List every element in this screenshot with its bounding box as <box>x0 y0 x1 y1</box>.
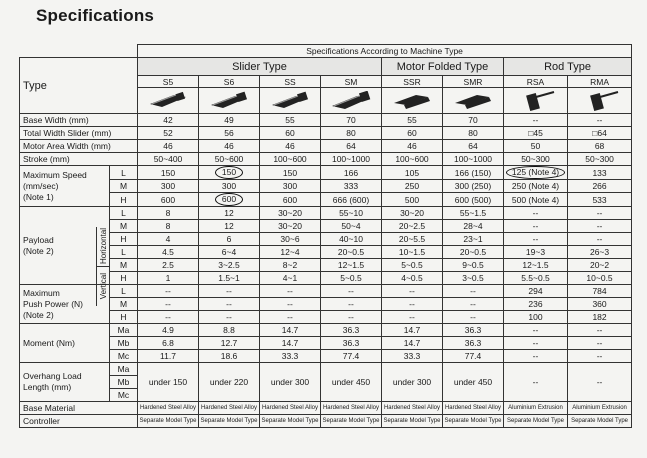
table-cell: 4~0.5 <box>382 272 443 285</box>
group-motor-folded-type: Motor Folded Type <box>382 58 504 76</box>
payload-vertical-tag <box>96 266 109 306</box>
table-cell: -- <box>504 350 568 363</box>
table-cell: 5~0.5 <box>382 259 443 272</box>
table-cell: under 450 <box>321 363 382 402</box>
table-cell: 333 <box>321 180 382 193</box>
row-label: Stroke (mm) <box>20 153 138 166</box>
max-speed-label-line: Maximum Speed <box>23 169 87 180</box>
table-cell: 12~4 <box>260 246 321 259</box>
group-slider-type: Slider Type <box>138 58 382 76</box>
circled-value: 600 <box>215 193 243 206</box>
table-cell: 500 (Note 4) <box>504 193 568 207</box>
table-cell: 18.6 <box>199 350 260 363</box>
table-cell: -- <box>382 285 443 298</box>
table-cell: 4.5 <box>138 246 199 259</box>
table-cell: Separate Model Type <box>382 415 443 428</box>
table-cell: 36.3 <box>321 337 382 350</box>
table-cell: 68 <box>568 140 632 153</box>
table-cell: -- <box>568 207 632 220</box>
table-cell: -- <box>568 324 632 337</box>
model-name: S6 <box>199 76 260 88</box>
table-cell <box>199 193 260 207</box>
sub-key: Mb <box>110 337 138 350</box>
model-name: S5 <box>138 76 199 88</box>
table-cell: 33.3 <box>382 350 443 363</box>
table-cell: -- <box>504 114 568 127</box>
table-cell: 55 <box>260 114 321 127</box>
table-cell: 533 <box>568 193 632 207</box>
table-cell: Hardened Steel Alloy <box>260 402 321 415</box>
row-label: Total Width Slider (mm) <box>20 127 138 140</box>
row-label: Controller <box>20 415 138 428</box>
table-cell: 4~1 <box>260 272 321 285</box>
table-cell: 36.3 <box>443 337 504 350</box>
table-cell: 9~0.5 <box>443 259 504 272</box>
table-cell: -- <box>382 311 443 324</box>
table-cell: 133 <box>568 166 632 180</box>
table-cell: 5~0.5 <box>321 272 382 285</box>
product-image-rod <box>504 88 568 114</box>
table-cell: 182 <box>568 311 632 324</box>
product-image-slider <box>199 88 260 114</box>
table-cell: 500 <box>382 193 443 207</box>
table-cell: 55~1.5 <box>443 207 504 220</box>
circled-value: 150 <box>215 166 243 179</box>
table-cell: 20~0.5 <box>443 246 504 259</box>
table-cell: 30~20 <box>260 207 321 220</box>
table-cell: Separate Model Type <box>260 415 321 428</box>
table-cell: 100~1000 <box>321 153 382 166</box>
table-cell: 300 (250) <box>443 180 504 193</box>
table-cell: 8 <box>138 220 199 233</box>
table-cell: 64 <box>443 140 504 153</box>
table-cell: 166 <box>321 166 382 180</box>
table-cell: -- <box>199 311 260 324</box>
table-cell: 150 <box>138 166 199 180</box>
table-cell: 50~300 <box>568 153 632 166</box>
table-cell: 50~4 <box>321 220 382 233</box>
table-cell: 77.4 <box>443 350 504 363</box>
table-cell: 100~1000 <box>443 153 504 166</box>
push-power-label-line: Maximum <box>23 287 60 298</box>
table-cell: 50 <box>504 140 568 153</box>
sub-key: M <box>110 220 138 233</box>
table-cell: -- <box>504 233 568 246</box>
table-cell: Separate Model Type <box>199 415 260 428</box>
table-cell: -- <box>504 207 568 220</box>
sub-key: M <box>110 298 138 311</box>
table-cell: 42 <box>138 114 199 127</box>
overhang-label-line: Length (mm) <box>23 382 72 392</box>
push-power-label-line: Push Power (N) <box>23 298 83 309</box>
table-cell: 14.7 <box>382 324 443 337</box>
table-cell: Hardened Steel Alloy <box>382 402 443 415</box>
table-cell: Separate Model Type <box>504 415 568 428</box>
table-cell: -- <box>568 363 632 402</box>
table-cell: -- <box>443 298 504 311</box>
table-cell: □64 <box>568 127 632 140</box>
row-label: Base Width (mm) <box>20 114 138 127</box>
table-cell: 6~4 <box>199 246 260 259</box>
sub-key: Ma <box>110 324 138 337</box>
sub-key: H <box>110 233 138 246</box>
table-cell: under 450 <box>443 363 504 402</box>
table-cell: 50~400 <box>138 153 199 166</box>
table-cell: 10~1.5 <box>382 246 443 259</box>
table-cell: 600 <box>260 193 321 207</box>
table-cell: 150 <box>260 166 321 180</box>
payload-horizontal-tag <box>96 227 109 266</box>
table-cell: 6.8 <box>138 337 199 350</box>
table-cell: 100~600 <box>260 153 321 166</box>
table-cell: 30~20 <box>260 220 321 233</box>
table-cell: 46 <box>382 140 443 153</box>
table-cell: 28~4 <box>443 220 504 233</box>
table-cell: -- <box>568 220 632 233</box>
table-cell: □45 <box>504 127 568 140</box>
sub-key: Mb <box>110 376 138 389</box>
payload-label-line: (Note 2) <box>23 245 54 256</box>
sub-key: H <box>110 311 138 324</box>
table-cell: -- <box>138 285 199 298</box>
table-cell: -- <box>321 298 382 311</box>
table-cell: under 300 <box>260 363 321 402</box>
overhang-label-line: Overhang Load <box>23 371 82 381</box>
table-cell: Separate Model Type <box>138 415 199 428</box>
product-image-slider <box>260 88 321 114</box>
table-cell: 12.7 <box>199 337 260 350</box>
table-cell: 166 (150) <box>443 166 504 180</box>
table-cell: 26~3 <box>568 246 632 259</box>
table-cell: -- <box>321 311 382 324</box>
table-cell: 12~1.5 <box>321 259 382 272</box>
table-cell: 11.7 <box>138 350 199 363</box>
model-name: SSR <box>382 76 443 88</box>
table-cell: 4 <box>138 233 199 246</box>
table-cell: 80 <box>443 127 504 140</box>
table-cell: 55~10 <box>321 207 382 220</box>
table-cell: 30~6 <box>260 233 321 246</box>
table-cell: 20~2.5 <box>382 220 443 233</box>
model-name: SM <box>321 76 382 88</box>
table-cell: 77.4 <box>321 350 382 363</box>
table-cell: 100 <box>504 311 568 324</box>
table-cell: -- <box>199 298 260 311</box>
group-rod-type: Rod Type <box>504 58 632 76</box>
sub-key: Mc <box>110 350 138 363</box>
table-cell: 1.5~1 <box>199 272 260 285</box>
table-cell: 600 (500) <box>443 193 504 207</box>
table-cell: 14.7 <box>260 324 321 337</box>
payload-label-line: Payload <box>23 234 54 245</box>
table-cell: -- <box>260 311 321 324</box>
table-cell: 49 <box>199 114 260 127</box>
table-cell: 55 <box>382 114 443 127</box>
table-cell: 3~2.5 <box>199 259 260 272</box>
table-cell <box>504 166 568 180</box>
table-cell: 70 <box>321 114 382 127</box>
circled-value: 125 (Note 4) <box>506 166 565 179</box>
push-power-label-line: (Note 2) <box>23 309 54 320</box>
sub-key: L <box>110 285 138 298</box>
table-cell: 19~3 <box>504 246 568 259</box>
table-cell: -- <box>504 220 568 233</box>
table-cell: 20~5.5 <box>382 233 443 246</box>
table-cell: 50~300 <box>504 153 568 166</box>
table-cell: 3~0.5 <box>443 272 504 285</box>
table-cell: Aluminium Extrusion <box>504 402 568 415</box>
table-cell: under 220 <box>199 363 260 402</box>
table-cell: 14.7 <box>382 337 443 350</box>
table-cell: 14.7 <box>260 337 321 350</box>
table-cell: -- <box>138 298 199 311</box>
table-cell: 50~600 <box>199 153 260 166</box>
sub-key: H <box>110 193 138 207</box>
table-cell: 600 <box>138 193 199 207</box>
sub-key: L <box>110 207 138 220</box>
table-cell: -- <box>504 337 568 350</box>
model-name: SS <box>260 76 321 88</box>
table-cell: 4.9 <box>138 324 199 337</box>
product-image-rod <box>568 88 632 114</box>
table-cell: under 150 <box>138 363 199 402</box>
table-cell: 64 <box>321 140 382 153</box>
product-image-slider <box>321 88 382 114</box>
table-cell: 250 (Note 4) <box>504 180 568 193</box>
table-cell: 10~0.5 <box>568 272 632 285</box>
vertical-label: Vertical <box>98 273 108 300</box>
table-cell: 60 <box>382 127 443 140</box>
table-cell: Hardened Steel Alloy <box>321 402 382 415</box>
sub-key: L <box>110 246 138 259</box>
table-cell: 46 <box>138 140 199 153</box>
table-cell: 46 <box>199 140 260 153</box>
table-cell: 56 <box>199 127 260 140</box>
table-cell: 784 <box>568 285 632 298</box>
model-name: RSA <box>504 76 568 88</box>
table-cell: 300 <box>138 180 199 193</box>
table-cell: Hardened Steel Alloy <box>199 402 260 415</box>
group-title: Specifications According to Machine Type <box>138 45 632 58</box>
table-cell: 8 <box>138 207 199 220</box>
product-image-motor-folded <box>382 88 443 114</box>
table-cell: Separate Model Type <box>443 415 504 428</box>
max-speed-label-line: (Note 1) <box>23 191 54 202</box>
type-label: Type <box>20 58 138 114</box>
table-cell: -- <box>443 311 504 324</box>
table-cell: 6 <box>199 233 260 246</box>
table-cell <box>199 166 260 180</box>
table-cell: -- <box>504 324 568 337</box>
model-name: RMA <box>568 76 632 88</box>
table-cell: 20~0.5 <box>321 246 382 259</box>
horizontal-label: Horizontal <box>98 228 108 265</box>
table-cell: 12 <box>199 220 260 233</box>
table-cell: 40~10 <box>321 233 382 246</box>
table-cell: Separate Model Type <box>568 415 632 428</box>
table-cell: 8~2 <box>260 259 321 272</box>
product-image-motor-folded <box>443 88 504 114</box>
table-cell: 666 (600) <box>321 193 382 207</box>
table-cell: Hardened Steel Alloy <box>443 402 504 415</box>
table-cell: -- <box>199 285 260 298</box>
table-cell: 100~600 <box>382 153 443 166</box>
max-speed-label-line: (mm/sec) <box>23 180 59 191</box>
table-cell: -- <box>504 363 568 402</box>
table-cell: -- <box>568 114 632 127</box>
table-cell: 300 <box>260 180 321 193</box>
moment-label: Moment (Nm) <box>20 324 110 363</box>
overhang-label <box>20 363 110 402</box>
table-cell: -- <box>568 350 632 363</box>
table-cell: 250 <box>382 180 443 193</box>
sub-key: M <box>110 259 138 272</box>
table-cell: Hardened Steel Alloy <box>138 402 199 415</box>
table-cell: Separate Model Type <box>321 415 382 428</box>
table-cell: 294 <box>504 285 568 298</box>
table-cell: 23~1 <box>443 233 504 246</box>
table-cell: -- <box>443 285 504 298</box>
product-image-slider <box>138 88 199 114</box>
table-cell: 8.8 <box>199 324 260 337</box>
table-cell: 52 <box>138 127 199 140</box>
table-cell: -- <box>568 337 632 350</box>
max-speed-label <box>20 166 110 207</box>
table-cell: -- <box>138 311 199 324</box>
table-cell: 2.5 <box>138 259 199 272</box>
table-cell: Aluminium Extrusion <box>568 402 632 415</box>
row-label: Base Material <box>20 402 138 415</box>
sub-key: M <box>110 180 138 193</box>
table-cell: -- <box>260 285 321 298</box>
model-name: SMR <box>443 76 504 88</box>
table-cell: -- <box>321 285 382 298</box>
sub-key: L <box>110 166 138 180</box>
sub-key: Ma <box>110 363 138 376</box>
table-cell: 5.5~0.5 <box>504 272 568 285</box>
table-cell: under 300 <box>382 363 443 402</box>
table-cell: 12 <box>199 207 260 220</box>
table-cell: 36.3 <box>443 324 504 337</box>
specifications-table <box>19 44 632 428</box>
table-cell: 105 <box>382 166 443 180</box>
table-cell: 60 <box>260 127 321 140</box>
table-cell: -- <box>260 298 321 311</box>
table-cell: 266 <box>568 180 632 193</box>
sub-key: Mc <box>110 389 138 402</box>
table-cell: -- <box>382 298 443 311</box>
table-cell: 360 <box>568 298 632 311</box>
blank-corner <box>20 45 138 58</box>
page-title: Specifications <box>36 6 155 25</box>
table-cell: 80 <box>321 127 382 140</box>
table-cell: 1 <box>138 272 199 285</box>
table-cell: 236 <box>504 298 568 311</box>
table-cell: 33.3 <box>260 350 321 363</box>
table-cell: 20~2 <box>568 259 632 272</box>
row-label: Motor Area Width (mm) <box>20 140 138 153</box>
table-cell: 46 <box>260 140 321 153</box>
sub-key: H <box>110 272 138 285</box>
table-cell: 300 <box>199 180 260 193</box>
table-cell: 70 <box>443 114 504 127</box>
table-cell: -- <box>568 233 632 246</box>
table-cell: 12~1.5 <box>504 259 568 272</box>
table-cell: 30~20 <box>382 207 443 220</box>
table-cell: 36.3 <box>321 324 382 337</box>
